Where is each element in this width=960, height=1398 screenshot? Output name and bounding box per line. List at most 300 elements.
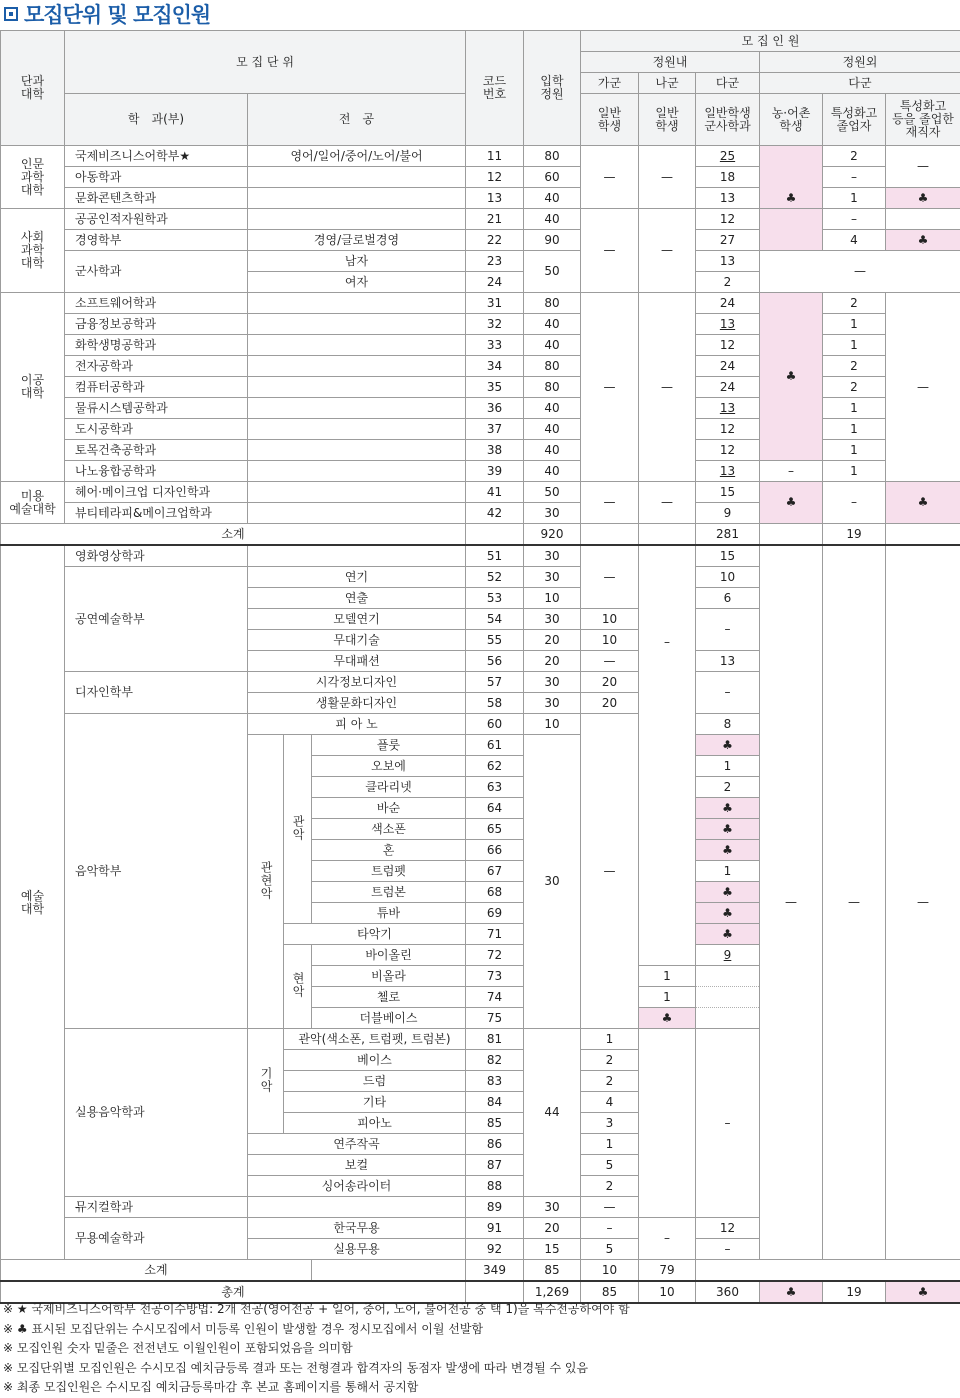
da-cell: –: [696, 672, 760, 714]
da-cell: –: [696, 1029, 760, 1218]
da-cell: 13: [696, 398, 760, 419]
special-cell: 2: [823, 293, 886, 314]
da-cell: 2: [696, 272, 760, 293]
dept-cell: 도시공학과: [65, 419, 248, 440]
subtotal-row: [1, 1260, 960, 1282]
admit-cell: 50: [524, 482, 581, 503]
orch-label: 관현악: [248, 735, 284, 1029]
special-cell: 1: [823, 440, 886, 461]
da-cell: ♣: [696, 840, 760, 861]
table-row: [1, 293, 960, 314]
header-dept: 학 과(부): [65, 94, 248, 146]
ga-cell: —: [581, 545, 639, 609]
code-cell: 65: [466, 819, 524, 840]
code-cell: 82: [466, 1050, 524, 1071]
worker-cell: ♣: [886, 188, 960, 209]
da-cell: 24: [696, 356, 760, 377]
code-cell: 53: [466, 588, 524, 609]
code-cell: 62: [466, 756, 524, 777]
worker-cell: —: [886, 146, 960, 188]
code-cell: [312, 1260, 466, 1282]
major-cell: 관악(색소폰, 트럼펫, 트럼본): [284, 1029, 466, 1050]
na-cell: –: [639, 1218, 696, 1260]
table-row: [1, 146, 960, 167]
header-quota: 모 집 인 원: [581, 31, 960, 52]
wind-label: 관악: [284, 735, 312, 924]
na-cell: –: [639, 545, 696, 966]
major-cell: 바이올린: [312, 945, 466, 966]
major-cell: 무대패션: [248, 651, 466, 672]
admit-cell: 30: [524, 672, 581, 693]
ga-cell: 4: [581, 1092, 639, 1113]
major-cell: [248, 440, 466, 461]
admit-cell: 10: [524, 588, 581, 609]
major-cell: 트럼펫: [312, 861, 466, 882]
code-cell: 60: [466, 714, 524, 735]
admit-cell: 920: [524, 524, 581, 546]
da-cell: 25: [696, 146, 760, 167]
code-cell: 34: [466, 356, 524, 377]
code-cell: 64: [466, 798, 524, 819]
farm-cell: [760, 524, 823, 546]
major-cell: 타악기: [284, 924, 466, 945]
code-cell: 23: [466, 251, 524, 272]
da-cell: 79: [639, 1260, 696, 1282]
da-cell: 9: [696, 945, 760, 966]
major-cell: [248, 335, 466, 356]
major-cell: 색소폰: [312, 819, 466, 840]
code-cell: 42: [466, 503, 524, 524]
dept-cell: 아동학과: [65, 167, 248, 188]
major-cell: 싱어송라이터: [248, 1176, 466, 1197]
major-cell: [248, 209, 466, 230]
dept-cell: 뮤지컬학과: [65, 1197, 248, 1218]
worker-cell: ♣: [886, 1281, 960, 1303]
major-cell: 경영/글로벌경영: [248, 230, 466, 251]
major-cell: 피 아 노: [248, 714, 466, 735]
special-cell: 1: [823, 314, 886, 335]
code-cell: 86: [466, 1134, 524, 1155]
major-cell: 실용무용: [248, 1239, 466, 1260]
da-cell: 1: [639, 987, 696, 1008]
header-special: 특성화고 졸업자: [823, 94, 886, 146]
special-cell: —: [823, 545, 886, 1260]
dept-cell: 금융정보공학과: [65, 314, 248, 335]
major-cell: [248, 377, 466, 398]
footnote: ※ ♣ 표시된 모집단위는 수시모집에서 미등록 인원이 발생할 경우 정시모집에서 이월 선발함: [3, 1320, 630, 1340]
header-college: 단과 대학: [1, 31, 65, 146]
na-cell: —: [639, 146, 696, 209]
header-da-outside: 다군: [760, 73, 960, 94]
major-cell: [248, 419, 466, 440]
outside-cell: —: [760, 251, 960, 293]
square-bullet-icon: [4, 7, 18, 21]
major-cell: 남자: [248, 251, 466, 272]
worker-cell: [886, 524, 960, 546]
admit-cell: 40: [524, 314, 581, 335]
major-cell: [248, 545, 466, 567]
code-cell: 58: [466, 693, 524, 714]
code-cell: 52: [466, 567, 524, 588]
major-cell: 비올라: [312, 966, 466, 987]
code-cell: 67: [466, 861, 524, 882]
special-cell: –: [823, 167, 886, 188]
code-cell: 54: [466, 609, 524, 630]
special-cell: 19: [823, 524, 886, 546]
header-code: 코드 번호: [466, 31, 524, 146]
da-cell: 24: [696, 293, 760, 314]
table-row: [1, 545, 960, 567]
code-cell: 66: [466, 840, 524, 861]
admit-cell: 30: [524, 1197, 581, 1218]
ga-cell: 10: [581, 630, 639, 651]
ga-cell: —: [581, 651, 639, 672]
major-cell: 오보에: [312, 756, 466, 777]
admit-cell: 349: [466, 1260, 524, 1282]
admit-cell: 30: [524, 609, 581, 630]
ga-cell: [581, 524, 639, 546]
code-cell: 74: [466, 987, 524, 1008]
code-cell: 69: [466, 903, 524, 924]
code-cell: 12: [466, 167, 524, 188]
ga-cell: —: [581, 482, 639, 524]
major-cell: [248, 314, 466, 335]
code-cell: 61: [466, 735, 524, 756]
da-cell: 12: [696, 1218, 760, 1239]
admit-cell: 10: [524, 714, 581, 735]
special-cell: 1: [823, 398, 886, 419]
code-cell: 89: [466, 1197, 524, 1218]
da-cell: 9: [696, 503, 760, 524]
dept-cell: 실용음악학과: [65, 1029, 248, 1197]
dept-cell: 뷰티테라피&메이크업학과: [65, 503, 248, 524]
footnote: ※ 모집인원 숫자 밑줄은 전전년도 이월인원이 포함되었음을 의미함: [3, 1339, 630, 1359]
code-cell: 91: [466, 1218, 524, 1239]
admit-cell: 15: [524, 1239, 581, 1260]
code-cell: 72: [466, 945, 524, 966]
ga-cell: 3: [581, 1113, 639, 1134]
special-cell: 19: [823, 1281, 886, 1303]
admit-cell: 30: [524, 567, 581, 588]
major-cell: 튜바: [312, 903, 466, 924]
code-cell: 71: [466, 924, 524, 945]
header-na: 나군: [639, 73, 696, 94]
header-gen-ga: 일반 학생: [581, 94, 639, 146]
worker-cell: ♣: [886, 230, 960, 251]
da-cell: 13: [696, 314, 760, 335]
header-gen-na: 일반 학생: [639, 94, 696, 146]
code-cell: 11: [466, 146, 524, 167]
major-cell: [248, 461, 466, 482]
code-cell: 32: [466, 314, 524, 335]
major-cell: [248, 167, 466, 188]
major-cell: 모델연기: [248, 609, 466, 630]
major-cell: [248, 1197, 466, 1218]
major-cell: 바순: [312, 798, 466, 819]
major-cell: 혼: [312, 840, 466, 861]
admit-cell: 1,269: [524, 1281, 581, 1303]
da-cell: ♣: [696, 798, 760, 819]
college-humanities: 인문 과학 대학: [1, 146, 65, 209]
code-cell: 22: [466, 230, 524, 251]
dept-cell: 공공인적자원학과: [65, 209, 248, 230]
na-cell: —: [639, 293, 696, 482]
major-cell: 영어/일어/중어/노어/불어: [248, 146, 466, 167]
admit-cell: 80: [524, 293, 581, 314]
na-cell: [639, 524, 696, 546]
ga-cell: 2: [581, 1071, 639, 1092]
special-cell: 1: [823, 335, 886, 356]
code-cell: 37: [466, 419, 524, 440]
admit-cell: 50: [524, 251, 581, 293]
major-cell: [248, 503, 466, 524]
major-cell: [248, 398, 466, 419]
college-arts: 예술 대학: [1, 545, 65, 1260]
dept-cell: 영화영상학과: [65, 545, 248, 567]
header-worker: 특성화고 등을 졸업한 재직자: [886, 94, 960, 146]
special-cell: 1: [823, 419, 886, 440]
code-cell: 55: [466, 630, 524, 651]
header-da: 다군: [696, 73, 760, 94]
code-cell: 83: [466, 1071, 524, 1092]
major-cell: 생활문화디자인: [248, 693, 466, 714]
ga-cell: 1: [581, 1029, 639, 1050]
da-cell: 13: [696, 188, 760, 209]
da-cell: ♣: [696, 924, 760, 945]
ga-cell: 10: [581, 609, 639, 630]
na-cell: 10: [581, 1260, 639, 1282]
major-cell: 여자: [248, 272, 466, 293]
da-cell: 2: [696, 777, 760, 798]
farm-cell: ♣: [760, 482, 823, 524]
worker-cell: [886, 209, 960, 230]
footnote: ※ 모집단위별 모집인원은 수시모집 예치금등록 결과 또는 전형결과 합격자의 동점자 발생에 따라 변경될 수 있음: [3, 1359, 630, 1379]
special-cell: –: [823, 209, 886, 230]
admit-cell: 80: [524, 356, 581, 377]
dept-cell: 나노융합공학과: [65, 461, 248, 482]
code-cell: 87: [466, 1155, 524, 1176]
major-cell: 베이스: [284, 1050, 466, 1071]
header-gen-da: 일반학생 군사학과: [696, 94, 760, 146]
na-cell: 10: [639, 1281, 696, 1303]
college-beauty: 미용 예술대학: [1, 482, 65, 524]
special-cell: 1: [823, 461, 886, 482]
farm-cell: ♣: [760, 146, 823, 209]
code-cell: 41: [466, 482, 524, 503]
ga-cell: 5: [581, 1155, 639, 1176]
admit-cell: 20: [524, 630, 581, 651]
code-cell: 51: [466, 545, 524, 567]
da-cell: 10: [696, 567, 760, 588]
major-cell: 보컬: [248, 1155, 466, 1176]
admit-cell: 60: [524, 167, 581, 188]
ga-cell: 1: [581, 1134, 639, 1155]
admission-table: [0, 30, 960, 1304]
da-cell: 13: [696, 651, 760, 672]
admit-cell: 44: [524, 1029, 581, 1197]
worker-cell: —: [886, 545, 960, 1260]
dept-cell: 토목건축공학과: [65, 440, 248, 461]
header-unit: 모 집 단 위: [65, 31, 466, 94]
major-cell: 더블베이스: [312, 1008, 466, 1029]
da-cell: 12: [696, 209, 760, 230]
dept-cell: 물류시스템공학과: [65, 398, 248, 419]
da-cell: ♣: [639, 1008, 696, 1029]
section-header: [4, 0, 210, 28]
ga-cell: —: [581, 293, 639, 482]
farm-cell: [760, 209, 823, 251]
header-farm: 농·어촌 학생: [760, 94, 823, 146]
admit-cell: 30: [524, 503, 581, 524]
code-cell: 73: [466, 966, 524, 987]
da-cell: 1: [696, 861, 760, 882]
major-cell: 연출: [248, 588, 466, 609]
da-cell: 1: [696, 756, 760, 777]
ga-cell: 85: [581, 1281, 639, 1303]
section-title: 모집단위 및 모집인원: [24, 0, 210, 29]
ga-cell: 20: [581, 693, 639, 714]
da-cell: ♣: [696, 903, 760, 924]
header-admit: 입학 정원: [524, 31, 581, 146]
da-cell: 27: [696, 230, 760, 251]
dept-cell: 공연예술학부: [65, 567, 248, 672]
dept-cell: 음악학부: [65, 714, 248, 1029]
footnote: ※ ★ 국제비즈니스어학부 전공이수방법: 2개 전공(영어전공 + 일어, 중어, 노어, 불어전공 중 택 1)을 복수전공하여야 함: [3, 1300, 630, 1320]
code-cell: 81: [466, 1029, 524, 1050]
code-cell: 75: [466, 1008, 524, 1029]
code-cell: 63: [466, 777, 524, 798]
admit-cell: 40: [524, 461, 581, 482]
na-cell: —: [639, 482, 696, 524]
farm-cell: ♣: [760, 293, 823, 461]
admit-cell: 80: [524, 377, 581, 398]
table-row: [1, 461, 960, 482]
admit-cell: 40: [524, 335, 581, 356]
code-cell: 36: [466, 398, 524, 419]
dept-cell: 국제비즈니스어학부★: [65, 146, 248, 167]
da-cell: –: [696, 1239, 760, 1260]
header-inside: 정원내: [581, 52, 760, 73]
worker-cell: ♣: [886, 482, 960, 524]
table-row: [1, 209, 960, 230]
special-cell: 4: [823, 230, 886, 251]
admit-cell: 30: [524, 545, 581, 567]
code-cell: 38: [466, 440, 524, 461]
admit-cell: 40: [524, 440, 581, 461]
da-cell: 12: [696, 419, 760, 440]
subtotal-row: [1, 524, 960, 546]
da-cell: 15: [696, 482, 760, 503]
farm-cell: ♣: [760, 1281, 823, 1303]
farm-cell: –: [760, 461, 823, 482]
admit-cell: 40: [524, 209, 581, 230]
worker-cell: —: [886, 293, 960, 482]
da-cell: 13: [696, 461, 760, 482]
da-cell: 360: [696, 1281, 760, 1303]
da-cell: 8: [696, 714, 760, 735]
code-cell: 39: [466, 461, 524, 482]
major-cell: 트럼본: [312, 882, 466, 903]
da-cell: ♣: [696, 735, 760, 756]
ga-cell: —: [581, 1197, 639, 1218]
na-cell: —: [639, 209, 696, 293]
major-cell: 연주작곡: [248, 1134, 466, 1155]
dept-cell: 헤어·메이크업 디자인학과: [65, 482, 248, 503]
code-cell: 24: [466, 272, 524, 293]
college-social: 사회 과학 대학: [1, 209, 65, 293]
dept-cell: 소프트웨어학과: [65, 293, 248, 314]
dept-cell: 무용예술학과: [65, 1218, 248, 1260]
farm-cell: —: [760, 545, 823, 1260]
table-row: [1, 482, 960, 503]
code-cell: 13: [466, 188, 524, 209]
admit-cell: 80: [524, 146, 581, 167]
dept-cell: 경영학부: [65, 230, 248, 251]
ga-cell: —: [581, 714, 639, 1029]
da-cell: 12: [696, 335, 760, 356]
da-cell: 18: [696, 167, 760, 188]
ga-cell: 5: [581, 1239, 639, 1260]
admit-cell: 90: [524, 230, 581, 251]
da-cell: 281: [696, 524, 760, 546]
admit-cell: 40: [524, 188, 581, 209]
dept-cell: 문화콘텐츠학과: [65, 188, 248, 209]
major-cell: [248, 293, 466, 314]
admit-cell: 30: [524, 693, 581, 714]
special-cell: 1: [823, 188, 886, 209]
ga-cell: 2: [581, 1176, 639, 1197]
da-cell: –: [696, 609, 760, 651]
subtotal-label: 소계: [1, 524, 466, 546]
da-cell: 15: [696, 545, 760, 567]
ga-cell: 2: [581, 1050, 639, 1071]
da-cell: 6: [696, 588, 760, 609]
code-cell: 68: [466, 882, 524, 903]
code-cell: 88: [466, 1176, 524, 1197]
footnote: ※ 최종 모집인원은 수시모집 예치금등록마감 후 본교 홈페이지를 통해서 공지함: [3, 1378, 630, 1398]
da-cell: 12: [696, 440, 760, 461]
code-cell: 35: [466, 377, 524, 398]
da-cell: 24: [696, 377, 760, 398]
major-cell: 첼로: [312, 987, 466, 1008]
special-cell: 2: [823, 146, 886, 167]
ga-cell: —: [581, 146, 639, 209]
major-cell: 피아노: [284, 1113, 466, 1134]
major-cell: 한국무용: [248, 1218, 466, 1239]
major-cell: [248, 356, 466, 377]
major-cell: 플룻: [312, 735, 466, 756]
code-cell: 57: [466, 672, 524, 693]
code-cell: 31: [466, 293, 524, 314]
total-label: 총계: [1, 1281, 466, 1303]
major-cell: 드럼: [284, 1071, 466, 1092]
code-cell: 21: [466, 209, 524, 230]
da-cell: 13: [696, 251, 760, 272]
major-cell: [248, 188, 466, 209]
subtotal-label: 소계: [1, 1260, 312, 1282]
header-ga: 가군: [581, 73, 639, 94]
dept-cell: 컴퓨터공학과: [65, 377, 248, 398]
header-outside: 정원외: [760, 52, 960, 73]
code-cell: 84: [466, 1092, 524, 1113]
code-cell: 85: [466, 1113, 524, 1134]
da-cell: 1: [639, 966, 696, 987]
special-cell: –: [823, 482, 886, 524]
admit-cell: 40: [524, 419, 581, 440]
table-row: [1, 251, 960, 272]
ga-cell: —: [581, 209, 639, 293]
dept-cell: 디자인학부: [65, 672, 248, 714]
